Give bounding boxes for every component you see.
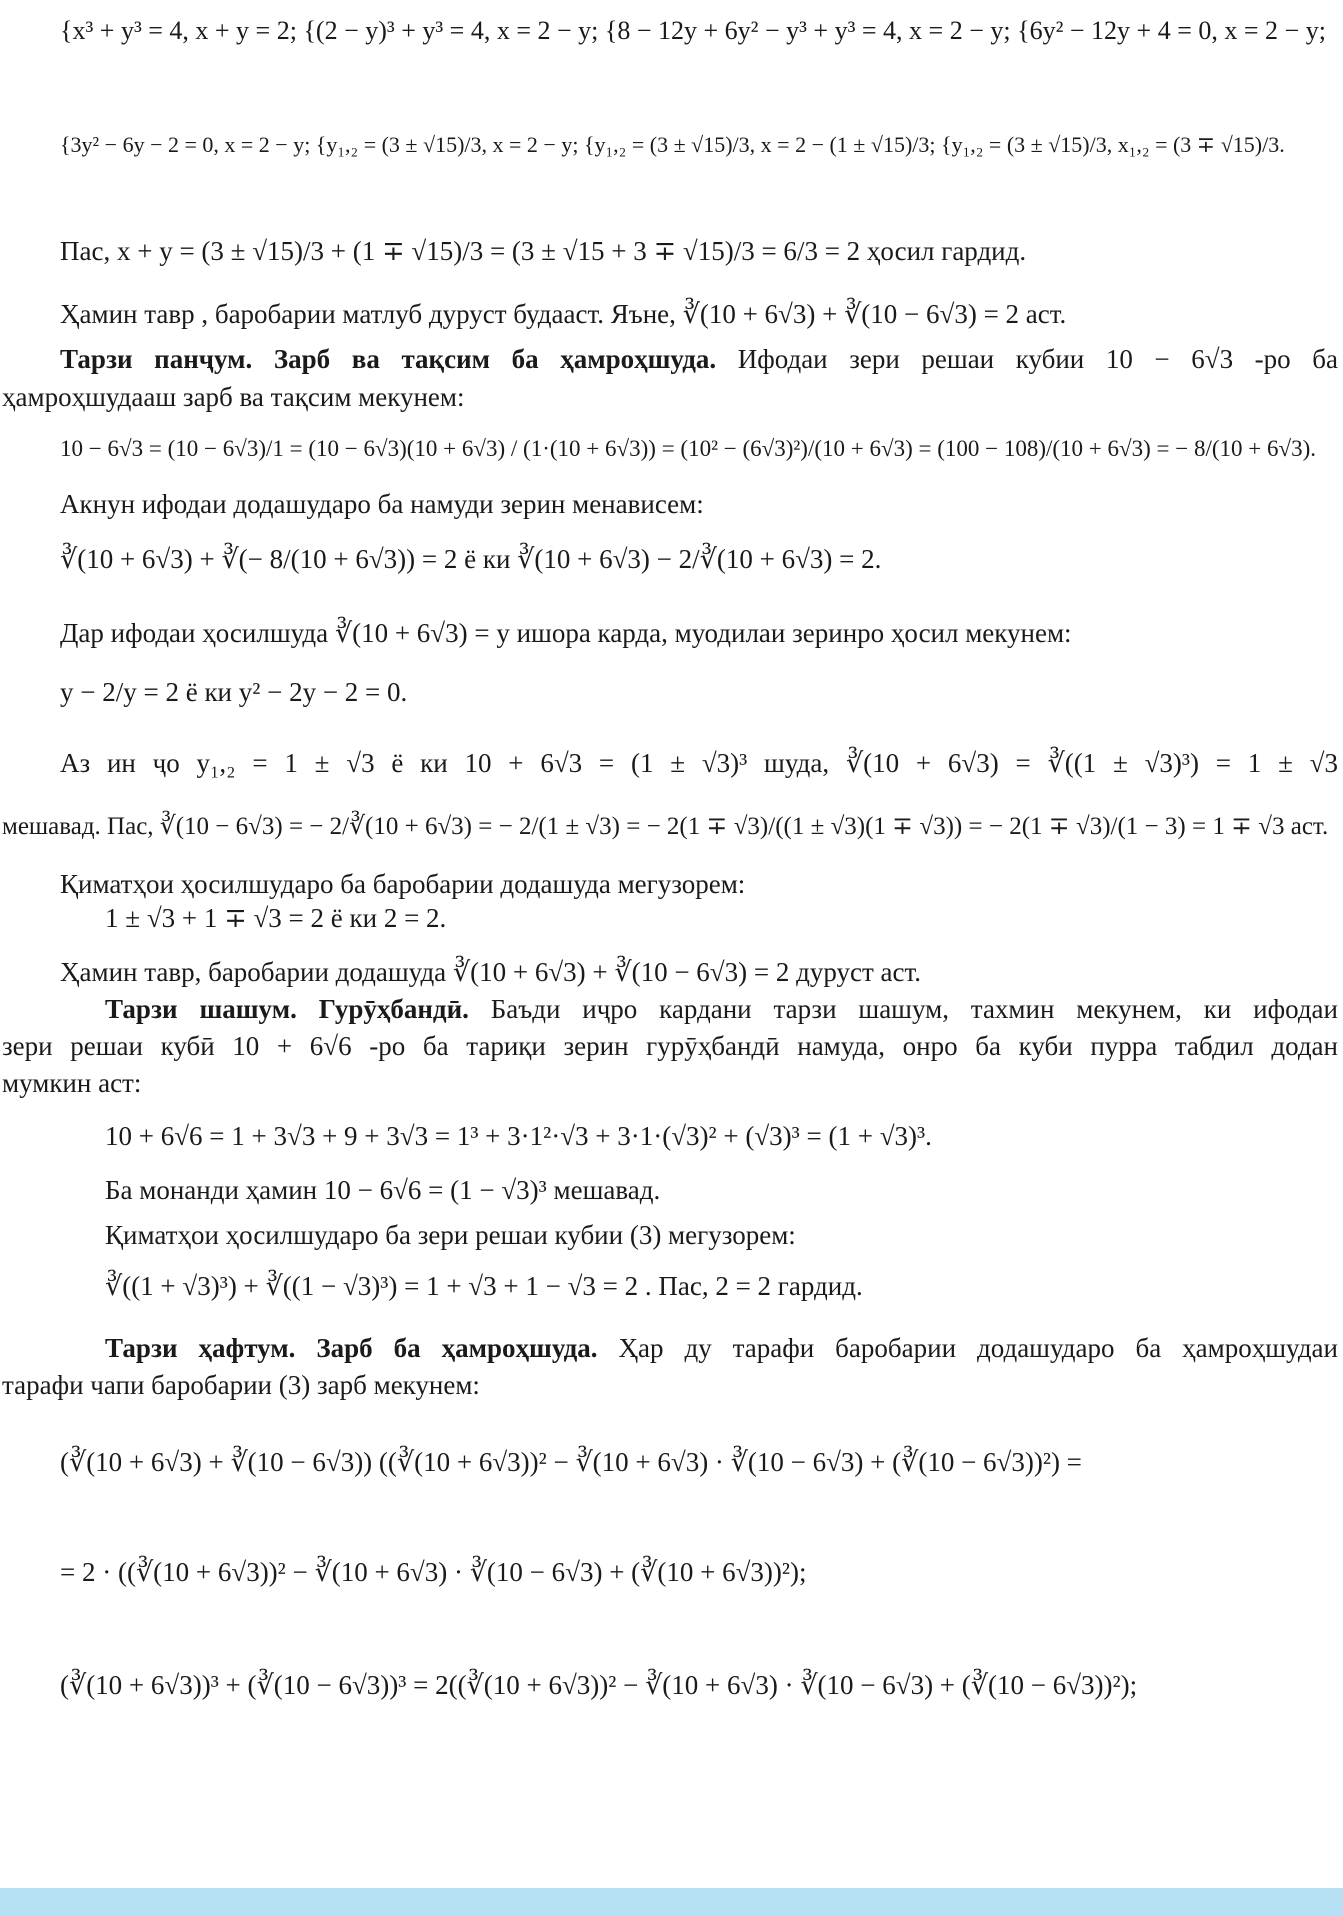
method-title: Тарзи ҳафтум. Зарб ба ҳамроҳшуда. bbox=[105, 1333, 598, 1363]
equation-text: y − 2/y = 2 ё ки y² − 2y − 2 = 0. bbox=[60, 677, 408, 707]
method-5-line-2 bbox=[2, 380, 465, 414]
equation-text: (∛(10 + 6√3) + ∛(10 − 6√3)) ((∛(10 + 6√3))² − ∛(10 + 6√3) · ∛(10 − 6√3) + (∛(10 − 6√3))²) = bbox=[60, 1447, 1082, 1477]
method-6-line-3 bbox=[2, 1066, 141, 1100]
method-5-conclusion bbox=[60, 955, 921, 989]
equation-text: ∛(10 + 6√3) + ∛(− 8/(10 + 6√3)) = 2 ё ки ∛(10 + 6√3) − 2/∛(10 + 6√3) = 2. bbox=[60, 544, 882, 574]
equation-system-row-1 bbox=[60, 14, 1326, 48]
text: Акнун ифодаи додашударо ба намуди зерин менависем: bbox=[60, 489, 704, 519]
method-5-line-7 bbox=[60, 867, 745, 901]
text: Ифодаи зери решаи кубии 10 − 6√3 -ро ба bbox=[716, 344, 1338, 374]
equation-text: {3y² − 6y − 2 = 0, x = 2 − y; {y₁,₂ = (3 ± √15)/3, x = 2 − y; {y₁,₂ = (3 ± √15)/3, x = 2 − (1 ± √15)/3; {y₁,₂ = (3 ± √15)/3, x₁,₂ = (3 ∓ √15)/3. bbox=[60, 132, 1285, 157]
text: Аз ин ҷо y₁,₂ = 1 ± √3 ё ки 10 + 6√3 = (1 ± √3)³ шуда, ∛(10 + 6√3) = ∛((1 ± √3)³) = 1 ± √3 bbox=[60, 748, 1338, 778]
method-5-line-5 bbox=[60, 746, 1338, 780]
method-title: Тарзи панҷум. Зарб ва тақсим ба ҳамроҳшуда. bbox=[60, 344, 717, 374]
method-7-equation-3 bbox=[60, 1668, 1137, 1702]
method-5-heading bbox=[60, 342, 1338, 376]
method-5-line-3 bbox=[60, 487, 704, 521]
check-sum-line bbox=[60, 234, 1026, 268]
text: Ба монанди ҳамин 10 − 6√6 = (1 − √3)³ мешавад. bbox=[105, 1175, 661, 1205]
method-5-equation-1 bbox=[60, 432, 1316, 466]
equation-text: 10 − 6√3 = (10 − 6√3)/1 = (10 − 6√3)(10 + 6√3) / (1·(10 + 6√3)) = (10² − (6√3)²)/(10 + 6√3) = (100 − 108)/(10 + 6√3) = − 8/(10 + 6√3). bbox=[60, 436, 1317, 461]
equation-text: 10 + 6√6 = 1 + 3√3 + 9 + 3√3 = 1³ + 3·1²·√3 + 3·1·(√3)² + (√3)³ = (1 + √3)³. bbox=[105, 1121, 932, 1151]
method-5-equation-2 bbox=[60, 542, 881, 576]
method-5-equation-4 bbox=[105, 901, 446, 935]
text: ҳамроҳшудааш зарб ва тақсим мекунем: bbox=[2, 382, 465, 412]
method-5-line-4 bbox=[60, 616, 1072, 650]
text: Ҳар ду тарафи баробарии додашударо ба ҳамроҳшудаи bbox=[597, 1333, 1338, 1363]
equation-text: ∛((1 + √3)³) + ∛((1 − √3)³) = 1 + √3 + 1 − √3 = 2 . Пас, 2 = 2 гардид. bbox=[105, 1271, 863, 1301]
method-6-line-2 bbox=[2, 1029, 1338, 1063]
text: мумкин аст: bbox=[2, 1068, 142, 1098]
text: Дар ифодаи ҳосилшуда ∛(10 + 6√3) = y ишора карда, муодилаи зеринро ҳосил мекунем: bbox=[60, 618, 1072, 648]
method-7-equation-1 bbox=[60, 1445, 1082, 1479]
text: Баъди иҷро кардани тарзи шашум, тахмин мекунем, ки ифодаи bbox=[468, 994, 1338, 1024]
method-6-heading bbox=[105, 992, 1338, 1026]
text: Ҳамин тавр, баробарии додашуда ∛(10 + 6√3) + ∛(10 − 6√3) = 2 дуруст аст. bbox=[60, 957, 921, 987]
page-footer-band bbox=[0, 1888, 1343, 1916]
text: Пас, x + y = (3 ± √15)/3 + (1 ∓ √15)/3 = (3 ± √15 + 3 ∓ √15)/3 = 6/3 = 2 ҳосил гардид. bbox=[60, 236, 1027, 266]
equation-system-row-2 bbox=[60, 128, 1300, 162]
method-title: Тарзи шашум. Гурӯҳбандӣ. bbox=[105, 994, 469, 1024]
conclusion-method-4 bbox=[60, 297, 1066, 331]
method-7-equation-2 bbox=[60, 1555, 806, 1589]
equation-text: (∛(10 + 6√3))³ + (∛(10 − 6√3))³ = 2((∛(10 + 6√3))² − ∛(10 + 6√3) · ∛(10 − 6√3) + (∛(10 − 6√3))²); bbox=[60, 1670, 1138, 1700]
method-6-line-4 bbox=[105, 1173, 660, 1207]
text: Ҳамин тавр , баробарии матлуб дуруст будааст. Яъне, ∛(10 + 6√3) + ∛(10 − 6√3) = 2 аст. bbox=[60, 299, 1067, 329]
method-6-equation-2 bbox=[105, 1269, 863, 1303]
equation-text: {x³ + y³ = 4, x + y = 2; {(2 − y)³ + y³ = 4, x = 2 − y; {8 − 12y + 6y² − y³ + y³ = 4, x = 2 − y; {6y² − 12y + 4 = 0, x = 2 − y; bbox=[60, 16, 1326, 45]
text: зери решаи кубӣ 10 + 6√6 -ро ба тариқи зерин гурӯҳбандӣ намуда, онро ба куби пурра табдил додан bbox=[2, 1031, 1338, 1061]
equation-text: 1 ± √3 + 1 ∓ √3 = 2 ё ки 2 = 2. bbox=[105, 903, 447, 933]
equation-text: = 2 · ((∛(10 + 6√3))² − ∛(10 + 6√3) · ∛(10 − 6√3) + (∛(10 + 6√3))²); bbox=[60, 1557, 807, 1587]
method-5-equation-3 bbox=[60, 675, 407, 709]
text: тарафи чапи баробарии (3) зарб мекунем: bbox=[2, 1370, 480, 1400]
text: мешавад. Пас, ∛(10 − 6√3) = − 2/∛(10 + 6√3) = − 2/(1 ± √3) = − 2(1 ∓ √3)/((1 ± √3)(1 ∓ √3)) = − 2(1 ∓ √3)/(1 − 3) = 1 ∓ √3 аст. bbox=[2, 813, 1329, 840]
method-6-line-5 bbox=[105, 1218, 796, 1252]
method-7-line-2 bbox=[2, 1368, 480, 1402]
method-6-equation-1 bbox=[105, 1119, 932, 1153]
method-5-line-6 bbox=[2, 810, 1328, 844]
text: Қиматҳои ҳосилшударо ба зери решаи кубии (3) мегузорем: bbox=[105, 1220, 796, 1250]
text: Қиматҳои ҳосилшударо ба баробарии додашуда мегузорем: bbox=[60, 869, 746, 899]
method-7-heading bbox=[105, 1331, 1338, 1365]
